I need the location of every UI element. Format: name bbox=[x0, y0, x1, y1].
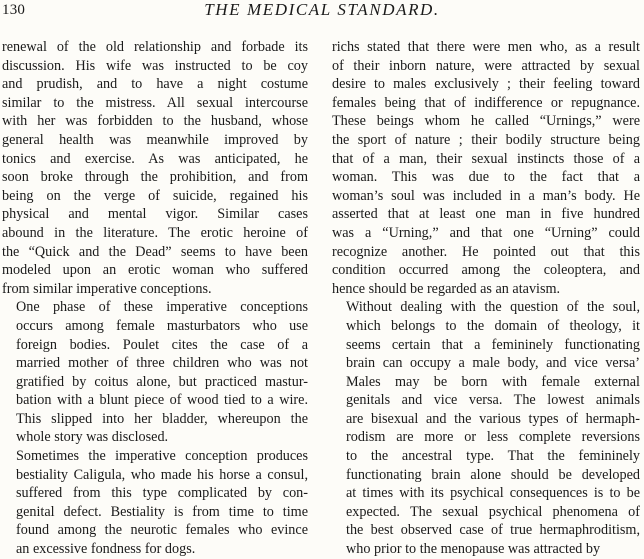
page-number: 130 bbox=[2, 2, 26, 18]
text-line: at times with its psychical consequences is to be bbox=[346, 485, 640, 502]
running-title: THE MEDICAL STANDARD. bbox=[204, 0, 440, 19]
text-line: general health was meanwhile improved by bbox=[2, 131, 308, 148]
text-line: seems certain that a femininely functionating bbox=[346, 336, 640, 353]
text-line: bestiality Caligula, who made his horse a consul, bbox=[16, 466, 308, 483]
text-line: brain can occupy a male body, and vice versa’ bbox=[346, 355, 640, 372]
text-line: the sport of nature ; their bodily structure being bbox=[332, 131, 640, 148]
text-line: similar to the mistress. All sexual intercourse bbox=[2, 94, 308, 111]
text-line: females being that of indifference or repugnance. bbox=[332, 94, 640, 111]
text-line: This slipped into her bladder, whereupon the bbox=[16, 410, 308, 427]
paragraph bbox=[332, 298, 640, 558]
paragraph bbox=[2, 298, 308, 447]
text-line: physical and mental vigor. Similar cases bbox=[2, 206, 308, 223]
text-line: One phase of these imperative conceptions bbox=[16, 299, 308, 316]
text-line: genital defect. Bestiality is from time to time bbox=[16, 503, 308, 520]
text-line: woman’s soul was included in a man’s body. He bbox=[332, 187, 640, 204]
text-line: that of a man, their sexual instincts those of a bbox=[332, 150, 640, 167]
text-line: woman. This was due to the fact that a bbox=[332, 169, 640, 186]
paragraph bbox=[332, 38, 640, 298]
text-line: Without dealing with the question of the soul, bbox=[346, 299, 640, 316]
text-line: modeled upon an erotic woman who suffered bbox=[2, 262, 308, 279]
text-line: abound in the literature. The erotic heroine of bbox=[2, 224, 308, 241]
left-column bbox=[2, 38, 308, 558]
text-line: discussion. His wife was instructed to be coy bbox=[2, 57, 308, 74]
page-header bbox=[0, 0, 644, 34]
text-line: with her was forbidden to the husband, whose bbox=[2, 113, 308, 130]
text-line: of their inborn nature, were attracted by sexual bbox=[332, 57, 640, 74]
text-line: desire to males exclusively ; their feeling toward bbox=[332, 76, 640, 93]
text-line: genitals and vice versa. The lowest animals bbox=[346, 392, 640, 409]
text-line: found among the neurotic females who evince bbox=[16, 522, 308, 539]
text-line: bation with a blunt piece of wood tied to a wire. bbox=[16, 392, 308, 409]
text-line: whole story was disclosed. bbox=[16, 429, 169, 446]
text-line: the “Quick and the Dead” seems to have been bbox=[2, 243, 308, 260]
text-line: renewal of the old relationship and forbade its bbox=[2, 39, 308, 55]
paragraph bbox=[2, 38, 308, 298]
text-line: are bisexual and the various types of hermaph- bbox=[346, 410, 640, 427]
text-line: foreign bodies. Poulet cites the case of a bbox=[16, 336, 308, 353]
text-line: being on the verge of suicide, regained his bbox=[2, 187, 308, 204]
text-line: Sometimes the imperative conception produces bbox=[16, 448, 308, 465]
text-line: from similar imperative conceptions. bbox=[2, 280, 212, 297]
text-line: expected. The sexual psychical phenomena of bbox=[346, 503, 640, 520]
text-line: married mother of three children who was not bbox=[16, 355, 308, 372]
text-line: gratified by coitus alone, but practiced mastur- bbox=[16, 373, 308, 390]
text-line: recognize another. He pointed out that this bbox=[332, 243, 640, 260]
text-line: to the ancestral type. That the femininely bbox=[346, 448, 640, 465]
text-line: who prior to the menopause was attracted by bbox=[346, 541, 601, 558]
text-line: Males may be born with female external bbox=[346, 373, 640, 390]
text-line: These beings whom he called “Urnings,” were bbox=[332, 113, 640, 130]
text-line: which belongs to the domain of theology, it bbox=[346, 317, 640, 334]
text-line: rodism are more or less complete reversions bbox=[346, 429, 640, 446]
text-line: functionating brain alone should be developed bbox=[346, 466, 640, 483]
text-line: tonics and exercise. As was anticipated, he bbox=[2, 150, 308, 167]
text-line: an excessive fondness for dogs. bbox=[16, 541, 196, 558]
right-column bbox=[332, 38, 640, 558]
text-line: soon broke through the prohibition, and from bbox=[2, 169, 308, 186]
text-line: the best observed case of true hermaphroditism, bbox=[346, 522, 640, 539]
text-line: occurs among female masturbators who use bbox=[16, 317, 308, 334]
text-line: richs stated that there were men who, as a result bbox=[332, 39, 640, 55]
text-line: hence should be regarded as an atavism. bbox=[332, 280, 561, 297]
text-line: was a “Urning,” and that one “Urning” could bbox=[332, 224, 640, 241]
text-line: asserted that at least one man in five hundred bbox=[332, 206, 640, 223]
text-line: and prudish, and to have a night costume bbox=[2, 76, 308, 93]
paragraph bbox=[2, 447, 308, 559]
text-line: condition occurred among the coleoptera, and bbox=[332, 262, 640, 279]
text-line: suffered from this type complicated by con- bbox=[16, 485, 308, 502]
